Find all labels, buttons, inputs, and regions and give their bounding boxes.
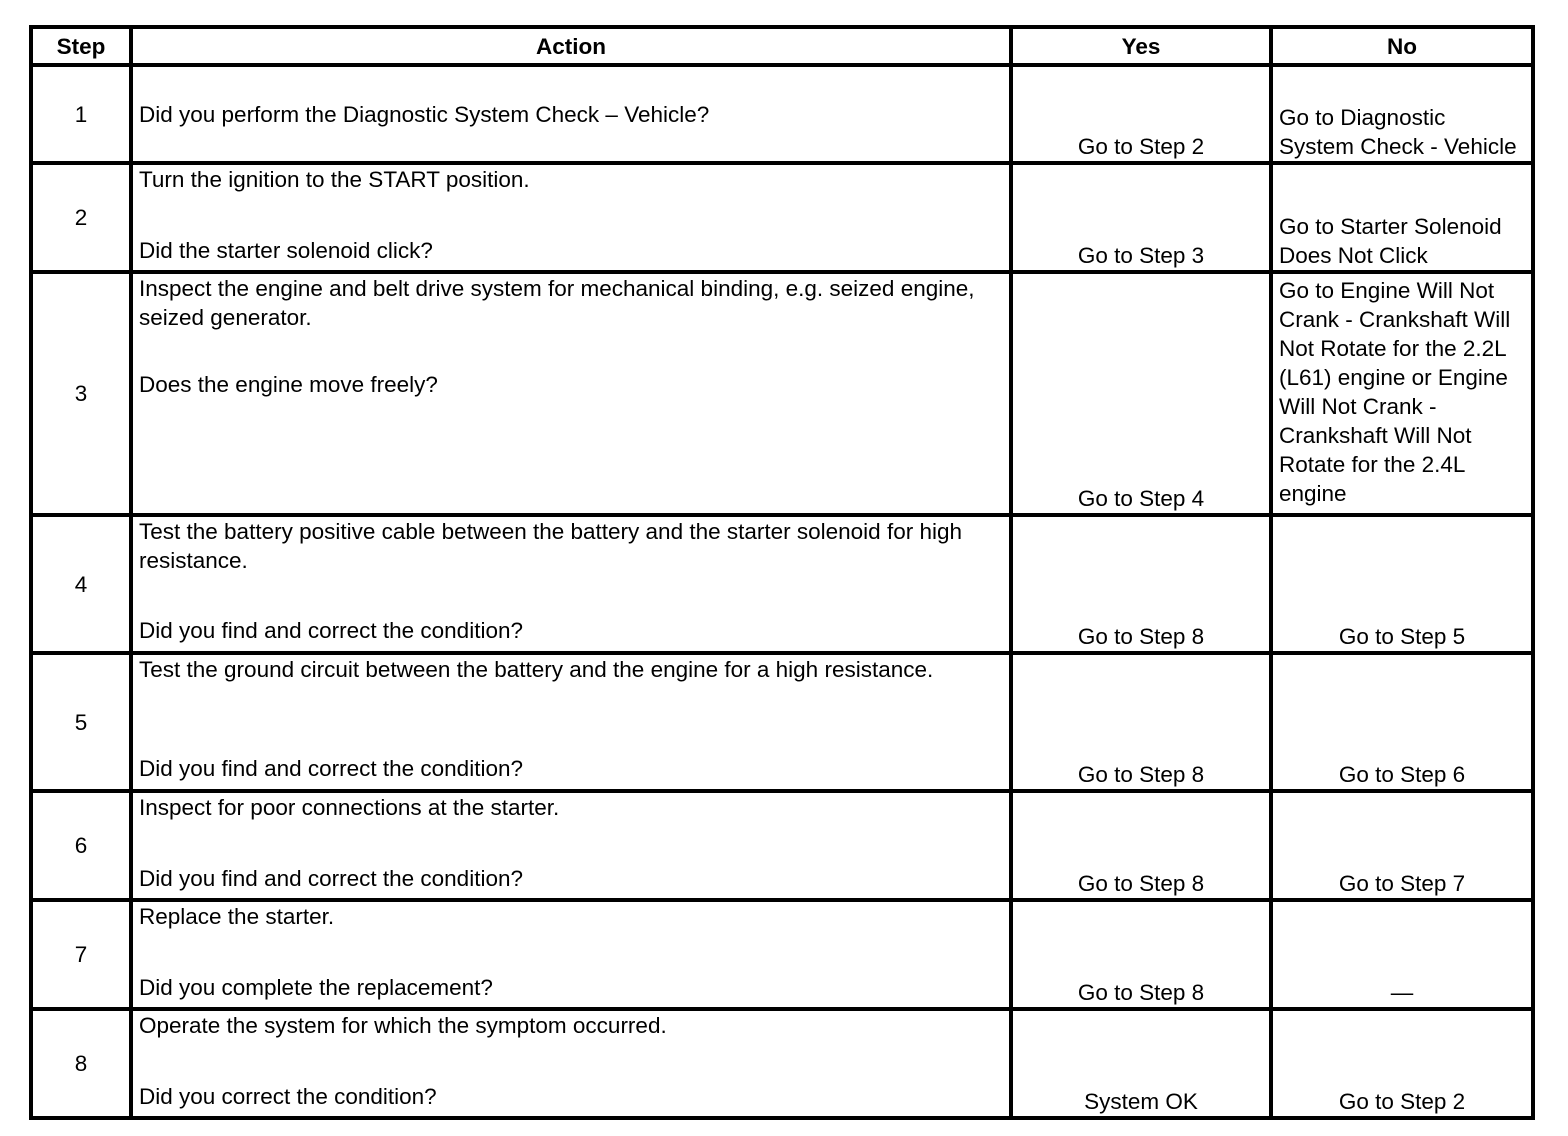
table-row xyxy=(31,163,1533,272)
table-row xyxy=(31,653,1533,791)
yes-cell: Go to Step 8 xyxy=(1011,653,1271,791)
action-instruction: Inspect the engine and belt drive system for mechanical binding, e.g. seized engine, seized generator. xyxy=(139,276,975,330)
action-question: Does the engine move freely? xyxy=(139,372,438,397)
action-cell xyxy=(131,900,1011,1009)
header-row xyxy=(31,27,1533,65)
action-cell xyxy=(131,515,1011,653)
no-cell: Go to Step 6 xyxy=(1271,653,1533,791)
step-number: 5 xyxy=(31,653,131,791)
step-number: 3 xyxy=(31,272,131,515)
action-cell xyxy=(131,791,1011,900)
header-yes: Yes xyxy=(1011,27,1271,65)
action-question: Did you find and correct the condition? xyxy=(139,756,523,781)
step-number: 1 xyxy=(31,65,131,163)
no-cell: — xyxy=(1271,900,1533,1009)
action-instruction: Inspect for poor connections at the starter. xyxy=(139,795,560,820)
yes-cell: Go to Step 8 xyxy=(1011,791,1271,900)
action-instruction: Test the ground circuit between the battery and the engine for a high resistance. xyxy=(139,657,934,682)
action-cell xyxy=(131,653,1011,791)
step-number: 6 xyxy=(31,791,131,900)
no-cell: Go to Step 7 xyxy=(1271,791,1533,900)
table-row xyxy=(31,1009,1533,1118)
action-cell xyxy=(131,163,1011,272)
step-number: 4 xyxy=(31,515,131,653)
yes-cell: Go to Step 8 xyxy=(1011,900,1271,1009)
action-instruction: Replace the starter. xyxy=(139,904,335,929)
no-cell: Go to Step 2 xyxy=(1271,1009,1533,1118)
header-no: No xyxy=(1271,27,1533,65)
action-cell xyxy=(131,65,1011,163)
yes-cell: Go to Step 2 xyxy=(1011,65,1271,163)
no-cell: Go to Engine Will Not Crank - Crankshaft Will Not Rotate for the 2.2L (L61) engine or Engine Will Not Crank - Crankshaft Will Not Rotate for the 2.4L engine xyxy=(1271,272,1533,515)
action-instruction: Test the battery positive cable between the battery and the starter solenoid for high resistance. xyxy=(139,519,962,573)
step-number: 8 xyxy=(31,1009,131,1118)
action-question: Did you complete the replacement? xyxy=(139,975,493,1000)
no-cell: Go to Diagnostic System Check - Vehicle xyxy=(1271,65,1533,163)
header-step: Step xyxy=(31,27,131,65)
no-cell: Go to Step 5 xyxy=(1271,515,1533,653)
step-number: 2 xyxy=(31,163,131,272)
action-question: Did the starter solenoid click? xyxy=(139,238,433,263)
action-instruction: Operate the system for which the symptom occurred. xyxy=(139,1013,667,1038)
action-question: Did you find and correct the condition? xyxy=(139,618,523,643)
step-number: 7 xyxy=(31,900,131,1009)
table-row xyxy=(31,65,1533,163)
action-cell xyxy=(131,272,1011,515)
action-cell xyxy=(131,1009,1011,1118)
table-row xyxy=(31,791,1533,900)
yes-cell: Go to Step 8 xyxy=(1011,515,1271,653)
action-question: Did you perform the Diagnostic System Check – Vehicle? xyxy=(139,101,710,127)
table-row xyxy=(31,272,1533,515)
table-row xyxy=(31,900,1533,1009)
yes-cell: Go to Step 3 xyxy=(1011,163,1271,272)
action-question: Did you correct the condition? xyxy=(139,1084,437,1109)
no-cell: Go to Starter Solenoid Does Not Click xyxy=(1271,163,1533,272)
table-row xyxy=(31,515,1533,653)
action-instruction: Turn the ignition to the START position. xyxy=(139,167,530,192)
header-action: Action xyxy=(131,27,1011,65)
action-question: Did you find and correct the condition? xyxy=(139,866,523,891)
yes-cell: System OK xyxy=(1011,1009,1271,1118)
yes-cell: Go to Step 4 xyxy=(1011,272,1271,515)
diagnostic-table xyxy=(29,25,1535,1120)
